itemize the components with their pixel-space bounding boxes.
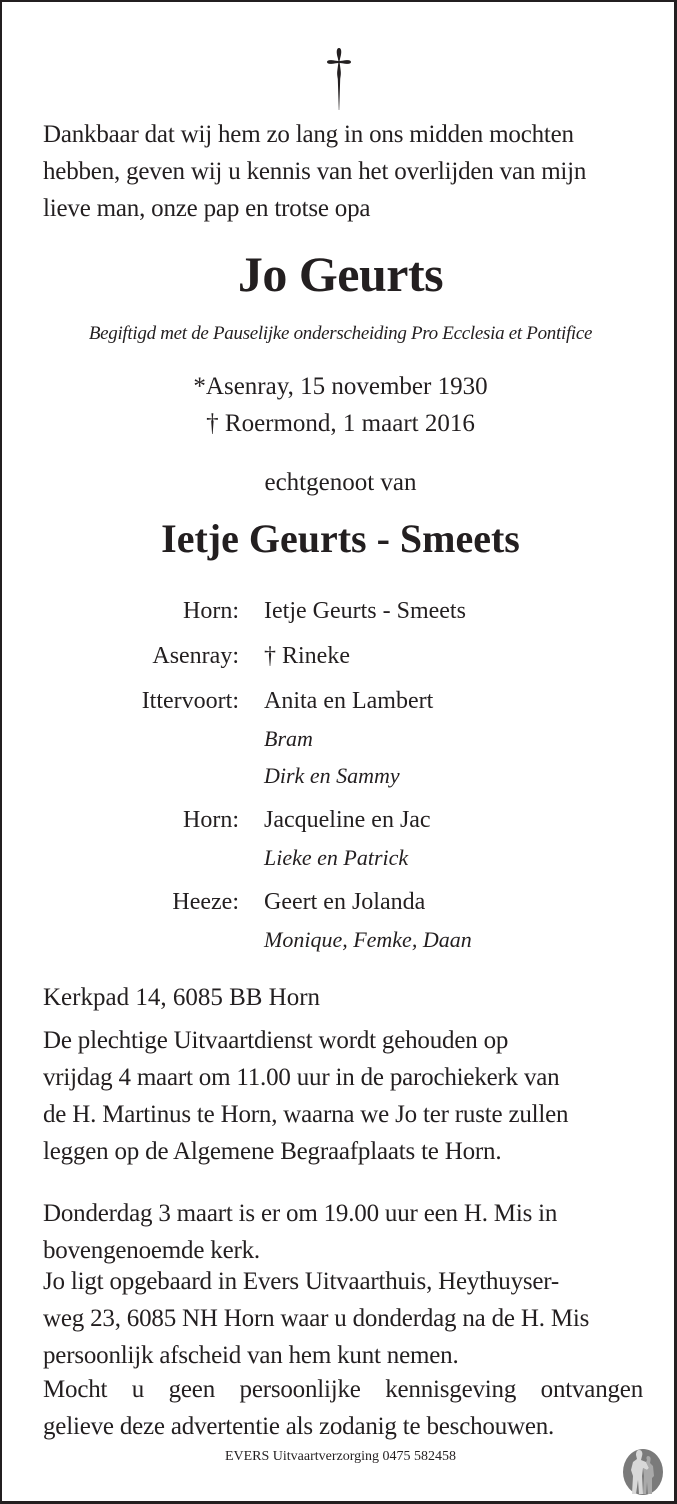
family-main: Jacqueline en Jac	[264, 807, 431, 833]
funeral-service-text	[43, 1022, 643, 1170]
text-line: de H. Martinus te Horn, waarna we Jo ter ruste zullen	[43, 1101, 569, 1128]
family-names	[264, 683, 433, 794]
life-dates	[2, 368, 677, 442]
family-names	[264, 593, 466, 630]
family-main: † Rineke	[264, 643, 350, 669]
family-names	[264, 638, 350, 675]
cross-icon	[324, 46, 354, 112]
birth-date: *Asenray, 15 november 1930	[193, 373, 488, 400]
honor-text: Begiftigd met de Pauselijke onderscheiding Pro Ecclesia et Pontifice	[88, 323, 593, 344]
text-line: Jo ligt opgebaard in Evers Uitvaarthuis, Heythuyser-	[43, 1268, 560, 1295]
family-sub: Bram	[264, 726, 313, 751]
intro-line: hebben, geven wij u kennis van het overlijden van mijn	[43, 158, 587, 185]
family-names	[264, 884, 472, 958]
family-sub: Monique, Femke, Daan	[264, 927, 472, 952]
family-main: Ietje Geurts - Smeets	[264, 598, 466, 624]
viewing-text	[43, 1263, 643, 1374]
family-place: Horn:	[183, 598, 239, 624]
family-sub: Dirk en Sammy	[264, 763, 400, 788]
family-main: Geert en Jolanda	[264, 889, 426, 915]
evers-embrace-logo-icon	[619, 1446, 667, 1498]
text-line: gelieve deze advertentie als zodanig te beschouwen.	[43, 1413, 555, 1440]
intro-line: lieve man, onze pap en trotse opa	[43, 195, 371, 222]
spouse-label: echtgenoot van	[264, 469, 417, 496]
family-place: Asenray:	[152, 643, 239, 669]
text-line: bovengenoemde kerk.	[43, 1237, 260, 1264]
family-place: Horn:	[183, 807, 239, 833]
intro-text	[43, 116, 643, 227]
family-entry	[2, 683, 677, 794]
family-entry	[2, 593, 677, 630]
text-line: Mocht u geen persoonlijke kennisgeving ontvangen	[43, 1376, 643, 1403]
text-line: Donderdag 3 maart is er om 19.00 uur een H. Mis in	[43, 1200, 558, 1227]
spouse-name: Ietje Geurts - Smeets	[161, 516, 520, 561]
text-line: weg 23, 6085 NH Horn waar u donderdag na de H. Mis	[43, 1305, 590, 1332]
undertaker-credit: EVERS Uitvaartverzorging 0475 582458	[224, 1449, 457, 1464]
text-line: persoonlijk afscheid van hem kunt nemen.	[43, 1342, 459, 1369]
family-names	[264, 802, 431, 876]
intro-line: Dankbaar dat wij hem zo lang in ons midden mochten	[43, 121, 574, 148]
notice-disclaimer-text	[43, 1371, 643, 1445]
family-entry	[2, 884, 677, 958]
family-entry	[2, 638, 677, 675]
family-entry	[2, 802, 677, 876]
death-date: † Roermond, 1 maart 2016	[206, 410, 475, 437]
family-place: Heeze:	[172, 889, 239, 915]
text-line: leggen op de Algemene Begraafplaats te Horn.	[43, 1138, 502, 1165]
family-place: Ittervoort:	[141, 688, 239, 714]
text-line: De plechtige Uitvaartdienst wordt gehouden op	[43, 1027, 509, 1054]
family-main: Anita en Lambert	[264, 688, 434, 714]
family-list	[2, 593, 677, 966]
text-line: vrijdag 4 maart om 11.00 uur in de parochiekerk van	[43, 1064, 560, 1091]
mass-text	[43, 1195, 643, 1269]
deceased-name: Jo Geurts	[237, 246, 444, 302]
family-sub: Lieke en Patrick	[264, 845, 409, 870]
home-address: Kerkpad 14, 6085 BB Horn	[43, 984, 321, 1011]
